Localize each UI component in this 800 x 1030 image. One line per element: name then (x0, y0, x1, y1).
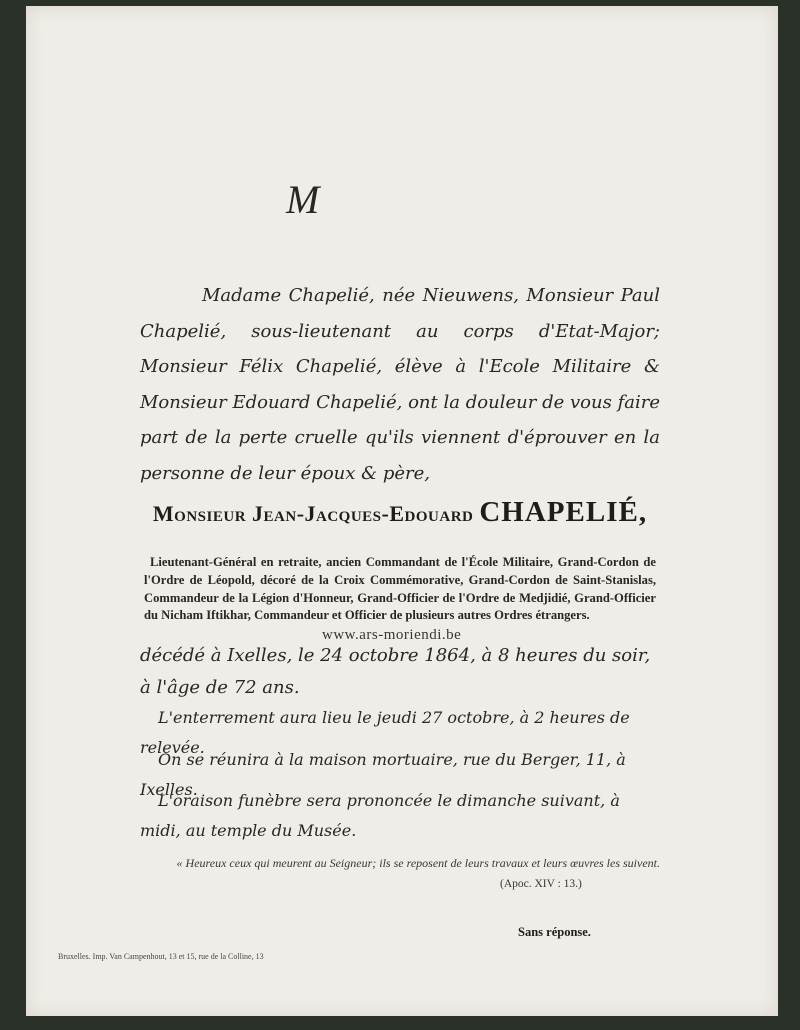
scripture-quote: « Heureux ceux qui meurent au Seigneur; ils se reposent de leurs travaux et leurs œuvres les suivent. (176, 856, 660, 870)
deceased-surname: CHAPELIÉ, (479, 496, 648, 528)
salutation: M (286, 177, 320, 222)
deceased-titles: Lieutenant-Général en retraite, ancien Commandant de l'École Militaire, Grand-Cordon de l'Ordre de Léopold, décoré de la Croix Commémorative, Grand-Cordon de Saint-Stanislas, Commandeur de la Légion d'Honneur, Grand-Officier de l'Ordre de Medjidié, Grand-Officier du Nicham Iftikhar, Commandeur et Officier de plusieurs autres Ordres étrangers. (144, 555, 656, 623)
closing-note: Sans réponse. (518, 925, 591, 939)
scripture-reference: (Apoc. XIV : 13.) (500, 878, 582, 890)
deceased-name-prefix: Monsieur Jean-Jacques-Edouard (152, 501, 474, 526)
deceased-name (140, 496, 660, 529)
announcement-paragraph: Madame Chapelié, née Nieuwens, Monsieur Paul Chapelié, sous-lieutenant au corps d'Etat-Major; Monsieur Félix Chapelié, élève à l'Ecole Militaire & Monsieur Edouard Chapelié, ont la douleur de vous faire part de la perte cruelle qu'ils viennent d'éprouver en la personne de leur époux & père, (140, 285, 660, 484)
death-notice: décédé à Ixelles, le 24 octobre 1864, à 8 heures du soir, à l'âge de 72 ans. (140, 645, 651, 698)
printer-imprint: Bruxelles. Imp. Van Campenhout, 13 et 15, rue de la Colline, 13 (58, 952, 264, 961)
oration-notice: L'oraison funèbre sera prononcée le dimanche suivant, à midi, au temple du Musée. (140, 791, 620, 840)
funeral-notice: L'enterrement aura lieu le jeudi 27 octobre, à 2 heures de relevée. (140, 708, 630, 757)
watermark: www.ars-moriendi.be (322, 627, 462, 643)
meeting-notice: On se réunira à la maison mortuaire, rue du Berger, 11, à Ixelles. (140, 750, 626, 799)
